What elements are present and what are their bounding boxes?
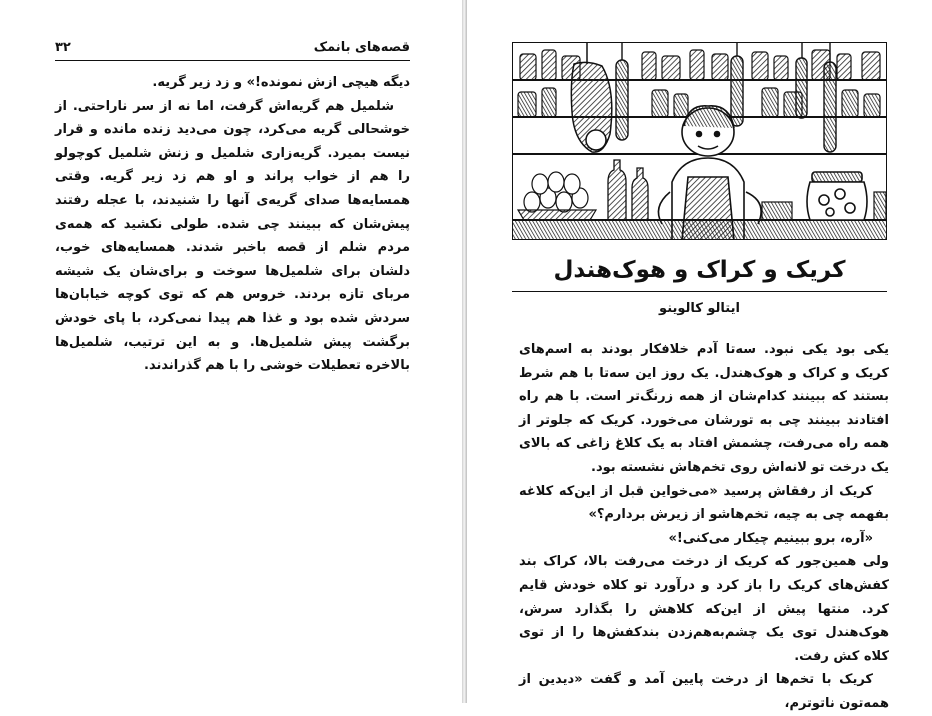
counter (512, 220, 887, 240)
title-rule (512, 291, 887, 292)
paragraph: کریک با تخم‌ها از درخت پایین آمد و گفت «دیدین از همه‌تون ناتوترم، (519, 672, 889, 711)
paragraph: شلمیل هم گریه‌اش گرفت، اما نه از سر ناراحتی. از خوشحالی گریه می‌کرد، چون می‌دید زنده مانده و قرار نیست بمیرد. گریه‌زاری شلمیل و زنش شلمیل کوچولو را هم از خواب پراند و او هم زد زیر گریه. وقتی همسایه‌ها صدای گریه‌ی آنها را شنیدند، با عجله رفتند پیش‌شان که ببینند چی شده. طولی نکشید که همه‌ی مردم شلم از قصه باخبر شدند. همسایه‌های خوب، دلشان برای شلمیل‌ها سوخت و برای‌شان یک شیشه مربای تازه بردند. خروس هم که توی کوچه خیابان‌ها سردش شده بود و غذا هم پیدا نمی‌کرد، با پای خودش برگشت پیش شلمیل‌ها. و به این ترتیب، شلمیل‌ها بالاخره تعطیلات خوشی را با هم گذراندند. (55, 98, 410, 374)
author-name: ایتالو کالوینو (659, 301, 740, 316)
header-book-title: قصه‌های بانمک (313, 39, 410, 55)
left-page (0, 0, 462, 703)
paragraph: کریک از رفقاش پرسید «می‌خواین قبل از این‌که کلاغه بفهمه چی به چیه، تخم‌هاشو از زیرش بردارم؟» (519, 483, 889, 523)
page-header (55, 36, 410, 58)
page-number: ۳۲ (55, 39, 71, 55)
right-page (467, 0, 932, 711)
right-body-text (519, 338, 889, 716)
paragraph: دیگه هیچی ازش نمونده!» و زد زیر گریه. (152, 75, 410, 90)
glass-jar (807, 172, 867, 220)
left-body-text (55, 71, 410, 378)
story-title: کریک و کراک و هوک‌هندل (553, 257, 846, 283)
header-rule (55, 60, 410, 61)
paragraph: ولی همین‌جور که کریک از درخت می‌رفت بالا، کراک بند کفش‌های کریک را باز کرد و درآورد تو کلاه خودش قایم کرد. منتها پیش از این‌که کلاهش را بگذارد سرش، هوک‌هندل توی یک چشم‌به‌هم‌زدن بندکفش‌ها را از توی کلاه کش رفت. (519, 554, 889, 664)
grocer-shop-illustration (512, 42, 887, 240)
paragraph: «آره، برو ببینیم چیکار می‌کنی!» (668, 530, 873, 546)
paragraph: یکی بود یکی نبود. سه‌تا آدم خلافکار بودند به اسم‌های کریک و کراک و هوک‌هندل. یک روز این سه‌تا با هم شرط بستند که ببینند کدام‌شان از همه زرنگ‌تر است. با هم راه افتادند ببینند چی به تورشان می‌خورد. کریک که جلوتر از همه راه می‌رفت، چشمش افتاد به یک کلاغ زاغی که بالای یک درخت تو لانه‌اش روی تخم‌هاش نشسته بود. (519, 342, 889, 475)
